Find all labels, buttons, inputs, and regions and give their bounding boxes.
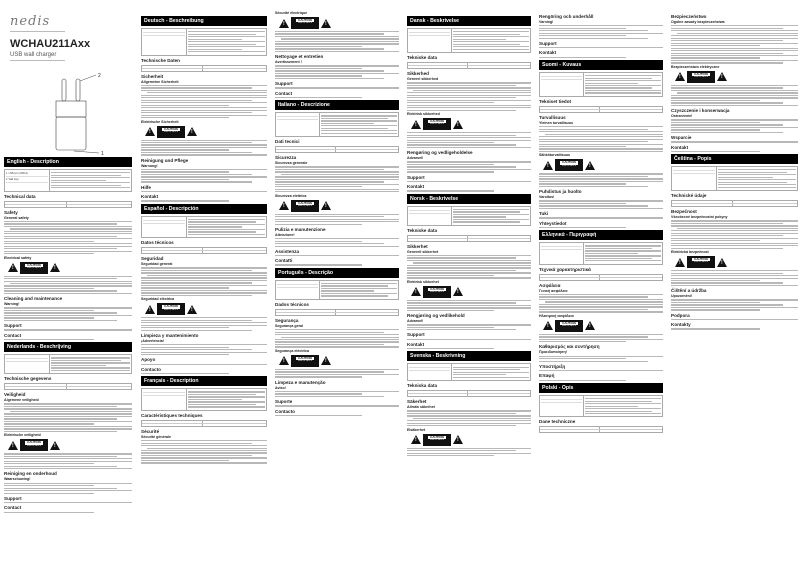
warning-triangle-icon (50, 441, 60, 450)
caution-label-icon: CAUTION RISK OF SHOCK (157, 126, 185, 138)
warning-heading: Varoitus! (539, 195, 555, 200)
description-table (141, 388, 267, 411)
tech-data-table (407, 390, 531, 397)
electrical-safety-heading: Elektrisk sikkerhet (407, 279, 439, 284)
tech-data-heading: Dane techniczne (539, 419, 576, 425)
tech-data-heading: Technické údaje (671, 193, 707, 199)
cleaning-heading: Reiniging en onderhoud (4, 471, 57, 477)
warning-triangle-icon (321, 356, 331, 365)
contact-heading: Yhteystiedot (539, 220, 567, 226)
description-table (407, 28, 531, 53)
warning-symbols (145, 303, 267, 315)
cleaning-heading: Καθαρισμός και συντήρηση (539, 344, 600, 350)
warning-symbols (279, 200, 399, 212)
column-5 (535, 0, 667, 567)
tech-data-heading: Tekniska data (407, 383, 438, 389)
warning-triangle-icon (453, 120, 463, 129)
warning-triangle-icon (279, 356, 289, 365)
section-title-german: Deutsch - Beschreibung (141, 16, 267, 26)
caution-label-icon: CAUTION RISK OF SHOCK (687, 256, 715, 268)
cleaning-heading: Rengøring og vedligeholdelse (407, 150, 473, 156)
electrical-safety-heading: Bezpieczeństwo elektryczne (671, 64, 720, 69)
column-4 (403, 0, 535, 567)
safety-heading: Safety (4, 209, 18, 215)
section-title-finnish: Suomi - Kuvaus (539, 60, 663, 70)
tech-data-heading: Tekniset tiedot (539, 98, 572, 104)
electrical-safety-heading: Elsäkerhet (407, 427, 426, 432)
section-title-polish: Polski - Opis (539, 383, 663, 393)
warning-triangle-icon (187, 127, 197, 136)
tech-data-table (671, 200, 798, 207)
support-heading: Assistenza (275, 248, 300, 254)
tech-data-table (4, 383, 132, 390)
section-title-greek: Ελληνικά - Περιγραφή (539, 230, 663, 240)
safety-heading: Bezpieczeństwo (671, 14, 707, 19)
contact-heading: Kontakt (407, 341, 425, 347)
warning-triangle-icon (145, 305, 155, 314)
warning-heading: Προειδοποίηση! (539, 350, 567, 355)
description-table (407, 206, 531, 226)
cleaning-heading: Pulizia e manutenzione (275, 226, 326, 232)
caution-label-icon: CAUTION RISK OF SHOCK (555, 320, 583, 332)
warning-triangle-icon (50, 263, 60, 272)
support-heading: Support (275, 81, 293, 87)
safety-heading: Bezpečnost (671, 209, 697, 215)
warning-triangle-icon (321, 19, 331, 28)
warning-heading: Avertissement ! (275, 60, 302, 65)
section-title-italian: Italiano - Descrizione (275, 100, 399, 110)
warning-heading: Varning! (539, 20, 554, 24)
warning-symbols (543, 159, 663, 171)
safety-heading: Veiligheid (4, 392, 26, 398)
caution-label-icon: CAUTION RISK OF SHOCK (423, 286, 451, 298)
caution-label-icon: CAUTION RISK OF SHOCK (423, 118, 451, 130)
contact-heading: Kontakt (671, 144, 689, 150)
warning-triangle-icon (675, 72, 685, 81)
column-1 (0, 0, 136, 567)
warning-triangle-icon (187, 305, 197, 314)
cleaning-heading: Čištění a údržba (671, 288, 707, 294)
warning-symbols (675, 256, 798, 268)
warning-triangle-icon (279, 201, 289, 210)
cleaning-heading: Puhdistus ja huolto (539, 189, 582, 195)
tech-data-heading: Dati tecnici (275, 139, 300, 145)
caution-label-icon: CAUTION RISK OF SHOCK (157, 303, 185, 315)
model-number: WCHAU211Axx (10, 38, 91, 50)
warning-triangle-icon (675, 258, 685, 267)
caution-label-icon: CAUTION RISK OF SHOCK (291, 355, 319, 367)
general-safety-heading: Algemene veiligheid (4, 398, 39, 403)
tech-data-heading: Tekniske data (407, 55, 438, 61)
warning-triangle-icon (321, 201, 331, 210)
contact-heading: Contatti (275, 258, 293, 264)
warning-symbols (145, 126, 267, 138)
section-title-french: Français - Description (141, 376, 267, 386)
callout-1: 1 (101, 151, 104, 156)
warning-symbols (411, 286, 531, 298)
warning-triangle-icon (453, 287, 463, 296)
warning-symbols (543, 320, 663, 332)
warning-triangle-icon (411, 435, 421, 444)
electrical-safety-heading: Elektrische Sicherheit (141, 119, 179, 124)
safety-heading: Säkerhet (407, 399, 427, 405)
description-table (539, 242, 663, 265)
contact-heading: Kontakty (671, 322, 691, 328)
warning-symbols (8, 439, 132, 451)
warning-heading: Waarschuwing! (4, 477, 31, 482)
support-heading: Υποστήριξη (539, 363, 566, 369)
section-title-dutch: Nederlands - Beschrijving (4, 342, 132, 352)
callout-2: 2 (98, 73, 101, 79)
warning-triangle-icon (411, 287, 421, 296)
support-heading: Tuki (539, 211, 549, 217)
description-table (141, 28, 267, 56)
general-safety-heading: Γενική ασφάλεια (539, 288, 568, 293)
support-heading: Suporte (275, 399, 293, 405)
caution-label-icon: CAUTION RISK OF SHOCK (423, 434, 451, 446)
general-safety-heading: Segurança geral (275, 323, 303, 328)
warning-triangle-icon (8, 263, 18, 272)
tech-data-heading: Dados técnicos (275, 301, 309, 307)
tech-data-heading: Τεχνικά χαρακτηριστικά (539, 266, 591, 272)
support-heading: Apoyo (141, 357, 156, 363)
description-table (4, 354, 132, 374)
electrical-safety-heading: Sicurezza elettrica (275, 193, 307, 198)
column-3 (271, 0, 403, 567)
cleaning-heading: Rengjøring og vedlikehold (407, 313, 465, 319)
description-table (407, 363, 531, 381)
electrical-safety-heading: Seguridad eléctrica (141, 297, 175, 302)
caution-label-icon: CAUTION RISK OF SHOCK (20, 439, 48, 451)
support-heading: Support (407, 332, 425, 338)
cleaning-heading: Limpieza y mantenimiento (141, 332, 199, 338)
warning-symbols (411, 434, 531, 446)
tech-data-heading: Caractéristiques techniques (141, 412, 203, 418)
support-heading: Support (539, 40, 557, 46)
support-heading: Hilfe (141, 184, 151, 190)
tech-data-table (275, 309, 399, 316)
electrical-safety-heading: Elektrická bezpečnost (671, 250, 709, 255)
electrical-safety-heading: Electrical safety (4, 255, 32, 260)
tech-data-table (407, 235, 531, 242)
electrical-safety-heading: Elektrisk sikkerhed (407, 112, 440, 117)
warning-triangle-icon (145, 127, 155, 136)
safety-heading: Sikkerhed (407, 71, 429, 77)
cleaning-heading: Cleaning and maintenance (4, 296, 63, 302)
general-safety-heading: Generell sikkerhet (407, 249, 439, 254)
warning-triangle-icon (585, 321, 595, 330)
safety-heading: Turvallisuus (539, 114, 566, 120)
support-heading: Support (407, 174, 425, 180)
cleaning-heading: Reinigung und Pflege (141, 157, 189, 163)
warning-triangle-icon (543, 321, 553, 330)
section-title-spanish: Español - Descripción (141, 204, 267, 214)
warning-triangle-icon (411, 120, 421, 129)
section-title-danish: Dansk - Beskrivelse (407, 16, 531, 26)
general-safety-heading: Seguridad general (141, 262, 173, 267)
description-table (671, 166, 798, 191)
warning-triangle-icon (717, 258, 727, 267)
safety-heading: Sicurezza (275, 155, 297, 161)
cleaning-heading: Czyszczenie i konserwacja (671, 108, 730, 114)
caution-label-icon: CAUTION RISK OF SHOCK (555, 159, 583, 171)
warning-heading: Advarsel! (407, 156, 424, 161)
safety-heading: Sécurité (141, 428, 160, 434)
warning-triangle-icon (585, 161, 595, 170)
description-table (539, 395, 663, 418)
general-safety-heading: Yleinen turvallisuus (539, 120, 573, 125)
contact-heading: Kontakt (407, 184, 425, 190)
description-table (539, 72, 663, 97)
support-heading: Wsparcie (671, 135, 692, 141)
tech-data-heading: Technische Daten (141, 57, 180, 63)
tech-data-table (275, 146, 399, 153)
caution-label-icon: CAUTION RISK OF SHOCK (687, 71, 715, 83)
contact-heading: Contact (275, 90, 293, 96)
general-safety-heading: Všeobecné bezpečnostní pokyny (671, 215, 728, 220)
support-heading: Support (4, 495, 22, 501)
tech-data-table (141, 65, 267, 72)
tech-data-table (539, 274, 663, 281)
warning-symbols (675, 71, 798, 83)
warning-heading: Warnung! (141, 163, 158, 168)
general-safety-heading: Allmän säkerhet (407, 405, 435, 410)
tech-data-heading: Datos técnicos (141, 240, 174, 246)
contact-heading: Contacto (141, 366, 161, 372)
section-title-portuguese: Português - Descrição (275, 268, 399, 278)
general-safety-heading: Sécurité générale (141, 434, 171, 439)
caution-label-icon: CAUTION RISK OF SHOCK (20, 262, 48, 274)
charger-diagram-icon (4, 71, 136, 156)
warning-triangle-icon (543, 161, 553, 170)
cleaning-heading: Limpeza e manutenção (275, 379, 326, 385)
cleaning-heading: Rengöring och underhåll (539, 14, 594, 19)
section-title-swedish: Svenska - Beskrivning (407, 351, 531, 361)
warning-triangle-icon (8, 441, 18, 450)
tech-data-table (407, 62, 531, 69)
description-table (275, 280, 399, 300)
warning-triangle-icon (453, 435, 463, 444)
tech-data-heading: Technische gegevens (4, 376, 52, 382)
electrical-safety-heading: Segurança eléctrica (275, 348, 309, 353)
warning-symbols (8, 262, 132, 274)
support-heading: Podpora (671, 312, 690, 318)
cleaning-heading: Nettoyage et entretien (275, 54, 324, 60)
warning-symbols (279, 355, 399, 367)
caution-label-icon: CAUTION RISK OF SHOCK (291, 17, 319, 29)
warning-symbols (411, 118, 531, 130)
electrical-safety-heading: Elektrische veiligheid (4, 433, 41, 438)
electrical-safety-heading: Ηλεκτρική ασφάλεια (539, 313, 574, 318)
tech-data-table (141, 420, 267, 427)
electrical-safety-heading: Sécurité électrique (275, 11, 308, 15)
warning-symbols (279, 17, 399, 29)
tech-data-table (539, 426, 663, 433)
warning-heading: Ostrzeżenie! (671, 114, 693, 119)
contact-heading: Kontakt (141, 194, 159, 200)
contact-heading: Kontakt (539, 50, 557, 56)
caution-label-icon: CAUTION RISK OF SHOCK (291, 200, 319, 212)
description-table: 1. USB port (USB-A) 2. Wall plug (4, 169, 132, 192)
brand-logo: nedis (10, 14, 65, 32)
safety-heading: Seguridad (141, 256, 164, 262)
tech-data-heading: Technical data (4, 193, 36, 199)
warning-triangle-icon (717, 72, 727, 81)
tech-data-table (539, 106, 663, 113)
general-safety-heading: Sicurezza generale (275, 161, 308, 166)
product-subtitle: USB wall charger (10, 52, 65, 61)
charger-illustration (4, 71, 132, 156)
support-heading: Support (4, 323, 22, 329)
safety-heading: Segurança (275, 317, 299, 323)
description-table (141, 216, 267, 239)
tech-data-table (4, 201, 132, 208)
warning-heading: Warning! (4, 302, 20, 307)
tech-data-table (141, 247, 267, 254)
column-6 (667, 0, 802, 567)
description-table (275, 112, 399, 137)
section-title-czech: Čeština - Popis (671, 154, 798, 164)
safety-heading: Ασφάλεια (539, 282, 561, 288)
warning-heading: Upozornění! (671, 294, 692, 299)
safety-heading: Sicherheit (141, 73, 164, 79)
electrical-safety-heading: Sähköturvallisuus (539, 153, 570, 158)
contact-heading: Contacto (275, 408, 295, 414)
warning-heading: Aviso! (275, 385, 286, 390)
contact-heading: Contact (4, 505, 22, 511)
contact-heading: Επαφή (539, 373, 555, 379)
general-safety-heading: General safety (4, 215, 29, 220)
warning-heading: Attenzione! (275, 232, 295, 237)
contact-heading: Contact (4, 332, 22, 338)
general-safety-heading: Ogólne zasady bezpieczeństwa (671, 20, 725, 24)
warning-heading: Advarsel! (407, 319, 424, 324)
safety-heading: Sikkerhet (407, 243, 428, 249)
section-title-english: English - Description (4, 157, 132, 167)
general-safety-heading: Generel sikkerhed (407, 77, 439, 82)
tech-data-heading: Tekniske data (407, 227, 438, 233)
general-safety-heading: Allgemeine Sicherheit (141, 79, 179, 84)
column-2 (137, 0, 271, 567)
warning-heading: ¡Advertencia! (141, 338, 164, 343)
warning-triangle-icon (279, 19, 289, 28)
section-title-norwegian: Norsk - Beskrivelse (407, 194, 531, 204)
